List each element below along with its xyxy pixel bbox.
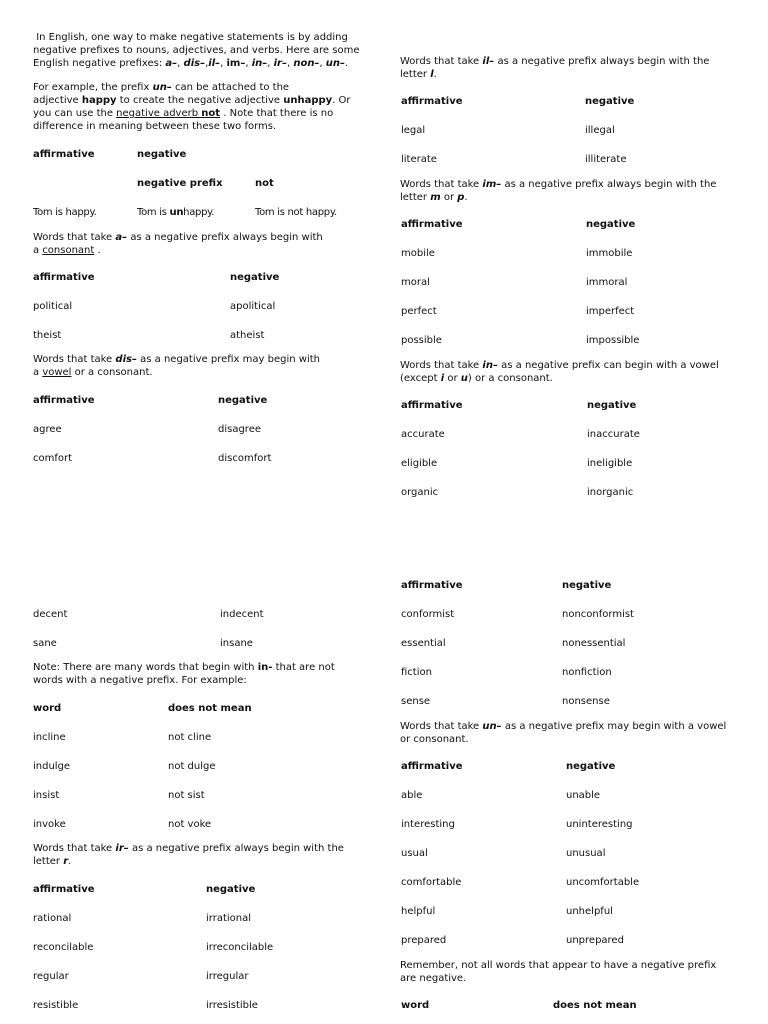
- cell: disagree: [218, 424, 262, 435]
- table-row: [400, 876, 735, 889]
- vowel-link[interactable]: vowel: [42, 367, 72, 378]
- cell: unhelpful: [566, 906, 613, 917]
- word-not: not: [201, 108, 221, 119]
- ir-table-header: [33, 883, 363, 896]
- table-row: [33, 999, 363, 1012]
- cell: inaccurate: [587, 429, 640, 440]
- text: difference in meaning between these two forms.: [33, 121, 277, 132]
- prefix-il: il–: [208, 58, 221, 69]
- consonant-link[interactable]: consonant: [42, 245, 95, 256]
- cell: irregular: [206, 971, 249, 982]
- text: negative adverb: [116, 108, 202, 119]
- cell: comfort: [33, 453, 73, 464]
- in-prefix-paragraph: [400, 359, 735, 385]
- cell: discomfort: [218, 453, 272, 464]
- header-affirmative: affirmative: [401, 219, 463, 230]
- text: . Note that there is no: [220, 108, 334, 119]
- ir-prefix-paragraph: [33, 842, 363, 868]
- cell: possible: [401, 335, 442, 346]
- header-negative: negative: [566, 761, 616, 772]
- cell: uninteresting: [566, 819, 633, 830]
- cell: nonsense: [562, 696, 610, 707]
- letter-p: p: [457, 192, 465, 203]
- text: ) or a consonant.: [467, 373, 553, 384]
- prefix-ir: ir–: [273, 58, 287, 69]
- text: Words that take: [33, 232, 116, 243]
- cell: resistible: [33, 1000, 79, 1011]
- text: Words that take: [400, 721, 483, 732]
- text: as a negative prefix can begin with a vowel: [497, 360, 719, 371]
- table-row: [400, 153, 735, 166]
- cell: sane: [33, 638, 57, 649]
- text: as a negative prefix always begin with: [127, 232, 323, 243]
- prefix-dis: dis–: [183, 58, 206, 69]
- letter-i: i: [440, 373, 445, 384]
- table-row: [33, 912, 363, 925]
- header-affirmative: affirmative: [33, 272, 95, 283]
- prefix-un: un–: [152, 82, 172, 93]
- il-table-header: [400, 95, 735, 108]
- un-prefix-paragraph: [400, 720, 735, 746]
- prefix-a: a–: [115, 232, 128, 243]
- table-row: [400, 457, 735, 470]
- cell: reconcilable: [33, 942, 94, 953]
- letter-m: m: [430, 192, 441, 203]
- cell: agree: [33, 424, 62, 435]
- header-word: word: [401, 1000, 430, 1011]
- cell: nonfiction: [562, 667, 612, 678]
- header-affirmative: affirmative: [401, 761, 463, 772]
- header-affirmative: affirmative: [33, 884, 95, 895]
- cell: legal: [401, 125, 426, 136]
- cell: eligible: [401, 458, 438, 469]
- prefix-a: a–: [165, 58, 178, 69]
- header-not: not: [255, 178, 274, 189]
- text: happy.: [183, 207, 215, 218]
- word-unhappy: unhappy: [283, 95, 333, 106]
- negative-adverb-link[interactable]: [116, 108, 220, 119]
- cell: accurate: [401, 429, 445, 440]
- cell: able: [401, 790, 423, 801]
- table-row: [400, 847, 735, 860]
- text: Words that take: [400, 360, 483, 371]
- cell: organic: [401, 487, 439, 498]
- cell: immoral: [586, 277, 628, 288]
- table-row: [400, 247, 735, 260]
- cell: illegal: [585, 125, 615, 136]
- text: Words that take: [400, 179, 483, 190]
- prefix-il: il–: [482, 56, 495, 67]
- text: that are not: [272, 662, 335, 673]
- cell: moral: [401, 277, 430, 288]
- table-row: [33, 941, 363, 954]
- prefix-non: non–: [293, 58, 320, 69]
- cell: not dulge: [168, 761, 216, 772]
- text: Words that take: [33, 843, 116, 854]
- a-table-header: [33, 271, 363, 284]
- in-table-header: [400, 399, 735, 412]
- happy-table-header: [33, 148, 363, 161]
- header-negative-prefix: negative prefix: [137, 178, 223, 189]
- header-negative: negative: [585, 96, 635, 107]
- table-row: [400, 905, 735, 918]
- letter-r: r: [63, 856, 69, 867]
- example-paragraph: [33, 81, 363, 133]
- cell: interesting: [401, 819, 455, 830]
- il-prefix-paragraph: [400, 55, 735, 81]
- prefix-un: un–: [325, 58, 346, 69]
- text: as a negative prefix always begin with the: [128, 843, 344, 854]
- text: as a negative prefix always begin with the: [494, 56, 710, 67]
- word-happy: happy: [81, 95, 117, 106]
- intro-line: English negative prefixes:: [33, 58, 166, 69]
- cell: irreconcilable: [206, 942, 274, 953]
- table-row: [33, 423, 363, 436]
- table-row: [33, 789, 363, 802]
- text: you can use the: [33, 108, 117, 119]
- cell: helpful: [401, 906, 436, 917]
- header-affirmative: affirmative: [401, 580, 463, 591]
- cell: indecent: [220, 609, 264, 620]
- cell: incline: [33, 732, 66, 743]
- letter-l: l: [430, 69, 434, 80]
- cell: nonessential: [562, 638, 626, 649]
- remember-table-header: [400, 999, 735, 1012]
- table-row: [400, 934, 735, 947]
- text: .: [464, 192, 468, 203]
- cell: uncomfortable: [566, 877, 640, 888]
- header-affirmative: affirmative: [401, 400, 463, 411]
- table-row: [33, 818, 363, 831]
- text: or consonant.: [400, 734, 469, 745]
- cell: Tom is not happy.: [255, 207, 337, 218]
- cell: imperfect: [586, 306, 635, 317]
- text: letter: [400, 69, 431, 80]
- header-does-not-mean: does not mean: [553, 1000, 637, 1011]
- cell: inorganic: [587, 487, 634, 498]
- cell: [137, 206, 214, 219]
- text: un: [169, 207, 184, 218]
- text: For example, the prefix: [33, 82, 153, 93]
- text: (except: [400, 373, 441, 384]
- text: a: [33, 245, 43, 256]
- cell: unusual: [566, 848, 606, 859]
- cell: atheist: [230, 330, 265, 341]
- cell: insist: [33, 790, 60, 801]
- prefix-im: im–: [482, 179, 502, 190]
- cell: theist: [33, 330, 62, 341]
- text: letter: [400, 192, 431, 203]
- header-affirmative: affirmative: [33, 395, 95, 406]
- header-affirmative: affirmative: [33, 149, 95, 160]
- table-row: [400, 276, 735, 289]
- intro-paragraph: In English, one way to make negative statements is by adding negative prefixes to nouns, adjectives, and verbs. Here are some English negative prefixes: a–, dis–,il–, im–, in–, ir–, non–, un–.: [33, 31, 363, 70]
- prefix-un: un–: [482, 721, 502, 732]
- cell: impossible: [586, 335, 640, 346]
- table-row: [400, 818, 735, 831]
- table-row: [33, 608, 363, 621]
- table-row: [400, 428, 735, 441]
- cell: perfect: [401, 306, 437, 317]
- header-negative: negative: [137, 149, 187, 160]
- text: to create the negative adjective: [116, 95, 284, 106]
- prefix-in: in-: [257, 662, 273, 673]
- cell: decent: [33, 609, 68, 620]
- text: can be attached to the: [171, 82, 290, 93]
- table-row: [33, 637, 363, 650]
- remember-paragraph: [400, 959, 735, 985]
- cell: illiterate: [585, 154, 627, 165]
- cell: nonconformist: [562, 609, 634, 620]
- im-table-header: [400, 218, 735, 231]
- cell: political: [33, 301, 73, 312]
- text: or: [440, 192, 458, 203]
- cell: indulge: [33, 761, 71, 772]
- cell: immobile: [586, 248, 633, 259]
- text: are negative.: [400, 973, 467, 984]
- table-row: [400, 124, 735, 137]
- text: Note: There are many words that begin with: [33, 662, 258, 673]
- table-row: [400, 305, 735, 318]
- cell: not cline: [168, 732, 212, 743]
- text: Remember, not all words that appear to have a negative prefix: [400, 960, 717, 971]
- table-row: [400, 334, 735, 347]
- cell: literate: [401, 154, 437, 165]
- text: . Or: [332, 95, 351, 106]
- cell: fiction: [401, 667, 432, 678]
- text: a: [33, 367, 43, 378]
- cell: not sist: [168, 790, 205, 801]
- text: .: [94, 245, 101, 256]
- cell: sense: [401, 696, 431, 707]
- table-row: [400, 637, 735, 650]
- header-negative: negative: [230, 272, 280, 283]
- text: .: [433, 69, 437, 80]
- cell: regular: [33, 971, 69, 982]
- text: as a negative prefix always begin with the: [501, 179, 717, 190]
- cell: unprepared: [566, 935, 624, 946]
- cell: Tom is happy.: [33, 207, 97, 218]
- prefix-in: in–: [251, 58, 268, 69]
- dis-table-header: [33, 394, 363, 407]
- intro-line: negative prefixes to nouns, adjectives, and verbs. Here are some: [33, 45, 360, 56]
- happy-table-row: [33, 206, 363, 219]
- prefix-in: in–: [482, 360, 498, 371]
- text: Tom is: [137, 207, 170, 218]
- cell: insane: [220, 638, 253, 649]
- table-row: [33, 760, 363, 773]
- text: Words that take: [400, 56, 483, 67]
- table-row: [400, 486, 735, 499]
- cell: invoke: [33, 819, 66, 830]
- header-negative: negative: [587, 400, 637, 411]
- non-table-header: [400, 579, 735, 592]
- header-negative: negative: [562, 580, 612, 591]
- cell: unable: [566, 790, 601, 801]
- table-row: [400, 666, 735, 679]
- cell: rational: [33, 913, 72, 924]
- header-negative: negative: [586, 219, 636, 230]
- in-note-paragraph: [33, 661, 363, 687]
- cell: prepared: [401, 935, 447, 946]
- prefix-ir: ir–: [115, 843, 129, 854]
- cell: usual: [401, 848, 428, 859]
- text: as a negative prefix may begin with: [136, 354, 320, 365]
- im-prefix-paragraph: [400, 178, 735, 204]
- header-negative: negative: [206, 884, 256, 895]
- header-word: word: [33, 703, 62, 714]
- header-affirmative: affirmative: [401, 96, 463, 107]
- table-row: [33, 452, 363, 465]
- text: words with a negative prefix. For example:: [33, 675, 247, 686]
- text: Words that take: [33, 354, 116, 365]
- cell: irresistible: [206, 1000, 258, 1011]
- prefix-dis: dis–: [115, 354, 137, 365]
- intro-line: In English, one way to make negative statements is by adding: [36, 32, 348, 43]
- un-table-header: [400, 760, 735, 773]
- table-row: [33, 970, 363, 983]
- text: or: [444, 373, 461, 384]
- a-prefix-paragraph: [33, 231, 363, 257]
- cell: conformist: [401, 609, 455, 620]
- table-row: [33, 329, 363, 342]
- table-row: [400, 695, 735, 708]
- table-row: [33, 731, 363, 744]
- cell: ineligible: [587, 458, 633, 469]
- text: letter: [33, 856, 64, 867]
- cell: comfortable: [401, 877, 462, 888]
- text: .: [68, 856, 72, 867]
- text: adjective: [33, 95, 82, 106]
- text: as a negative prefix may begin with a vowel: [501, 721, 727, 732]
- in-note-table-header: [33, 702, 363, 715]
- letter-u: u: [460, 373, 468, 384]
- cell: not voke: [168, 819, 212, 830]
- happy-table-subheader: [33, 177, 363, 190]
- table-row: [33, 300, 363, 313]
- table-row: [400, 789, 735, 802]
- cell: apolitical: [230, 301, 276, 312]
- cell: irrational: [206, 913, 252, 924]
- table-row: [400, 608, 735, 621]
- cell: essential: [401, 638, 446, 649]
- header-negative: negative: [218, 395, 268, 406]
- cell: mobile: [401, 248, 435, 259]
- dis-prefix-paragraph: [33, 353, 363, 379]
- prefix-im: im–: [226, 58, 246, 69]
- text: or a consonant.: [71, 367, 153, 378]
- header-does-not-mean: does not mean: [168, 703, 252, 714]
